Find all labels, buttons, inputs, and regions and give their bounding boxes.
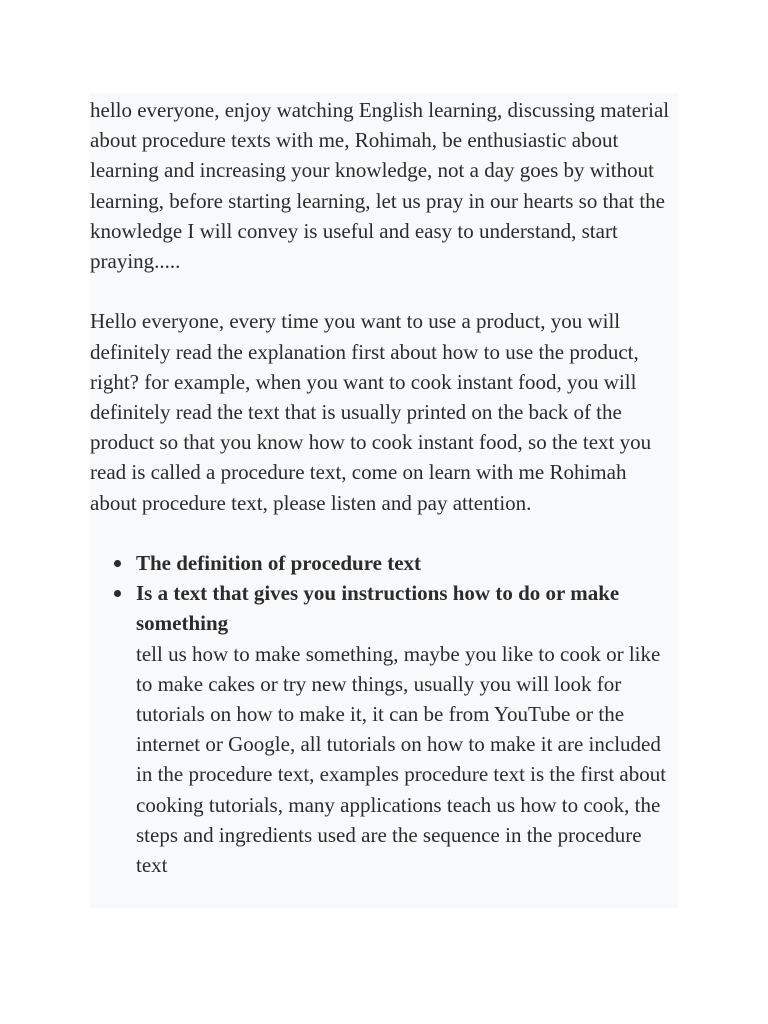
bullet-text: Is a text that gives you instructions how to do or make something (136, 581, 620, 636)
bullet-dot-icon (114, 560, 121, 567)
bullet-item-definition-title (90, 548, 678, 578)
definition-bullet-list (90, 548, 678, 639)
context-paragraph: Hello everyone, every time you want to use a product, you will definitely read the explanation first about how to use the product, right? for example, when you want to cook instant food, you will definitely read the text that is usually printed on the back of the product so that you know how to cook instant food, so the text you read is called a procedure text, come on learn with me Rohimah about procedure text, please listen and pay attention. (90, 309, 652, 515)
bullet-item-definition (90, 578, 678, 638)
document-content (90, 95, 678, 880)
intro-paragraph: hello everyone, enjoy watching English learning, discussing material about procedure texts with me, Rohimah, be enthusiastic about learning and increasing your knowledge, not a day goes by without learning, before starting learning, let us pray in our hearts so that the knowledge I will convey is useful and easy to understand, start praying..... (90, 98, 670, 274)
bullet-dot-icon (114, 590, 121, 597)
definition-explanation: tell us how to make something, maybe you like to cook or like to make cakes or try new things, usually you will look for tutorials on how to make it, it can be from YouTube or the internet or Google, all tutorials on how to make it are included in the procedure text, examples procedure text is the first about cooking tutorials, many applications teach us how to cook, the steps and ingredients used are the sequence in the procedure text (136, 641, 667, 878)
bullet-text: The definition of procedure text (136, 551, 422, 576)
